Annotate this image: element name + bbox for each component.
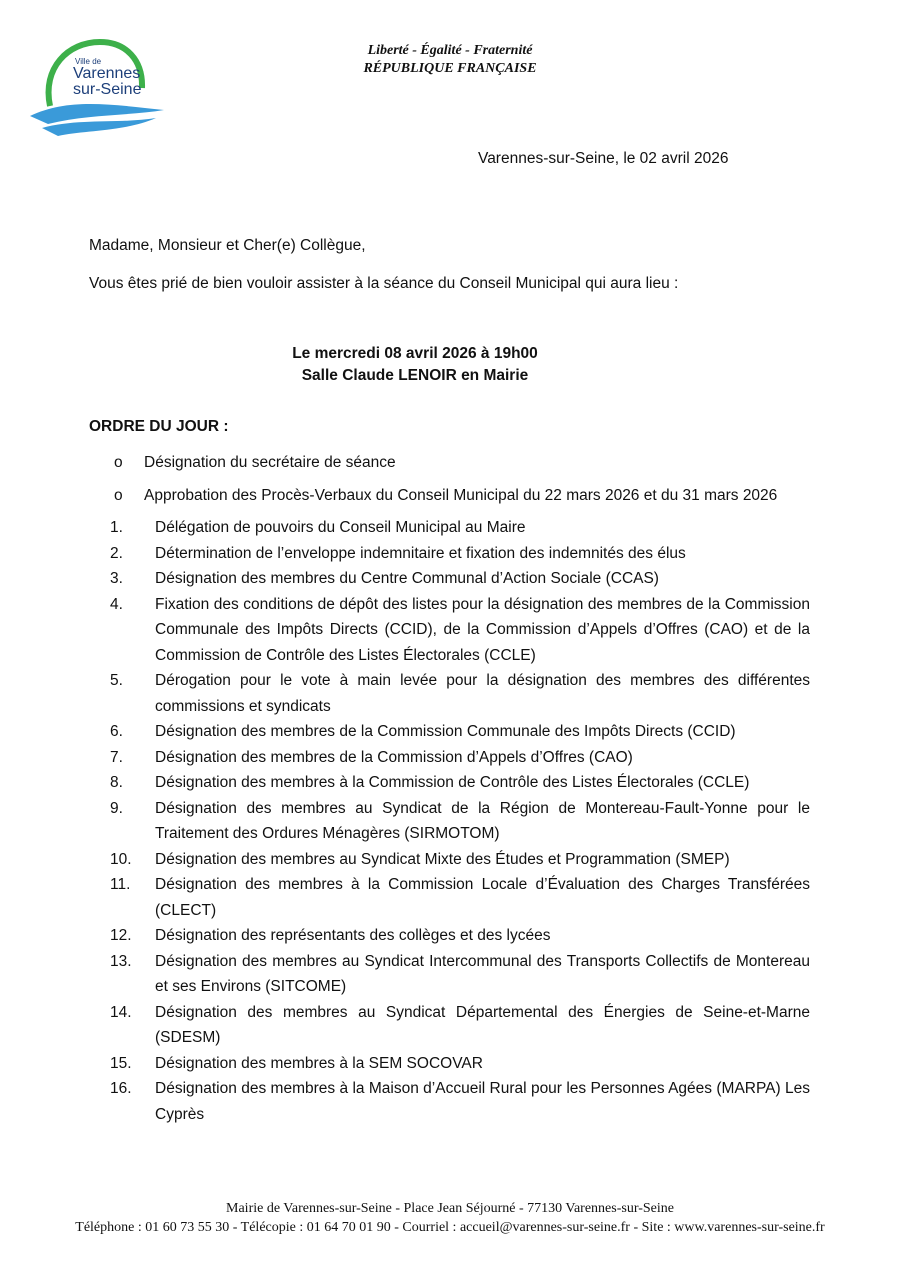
agenda-item (110, 541, 810, 567)
agenda-item-number: 15. (110, 1054, 132, 1072)
agenda-item-text: Désignation des membres à la SEM SOCOVAR (155, 1054, 483, 1072)
agenda-item-number: 4. (110, 595, 123, 613)
letter-date: Varennes-sur-Seine, le 02 avril 2026 (478, 150, 729, 167)
greeting: Madame, Monsieur et Cher(e) Collègue, (89, 237, 366, 254)
agenda-item-text: Désignation des membres au Syndicat Mixte des Études et Programmation (SMEP) (155, 850, 730, 868)
bullet-text: Désignation du secrétaire de séance (144, 454, 396, 471)
agenda-item (110, 872, 810, 923)
agenda-item-text: Désignation des membres au Syndicat Intercommunal des Transports Collectifs de Montereau et ses Environs (SITCOME) (155, 952, 810, 995)
motto-line2: RÉPUBLIQUE FRANÇAISE (363, 61, 537, 76)
meeting-info (200, 343, 630, 387)
list-item (110, 452, 820, 474)
agenda-item-number: 12. (110, 927, 132, 944)
agenda-item-number: 14. (110, 1003, 132, 1021)
agenda-item-number: 13. (110, 952, 132, 970)
agenda-item-number: 10. (110, 850, 132, 868)
preliminary-list (110, 452, 820, 518)
agenda-item-number: 5. (110, 672, 123, 689)
logo-line2: sur-Seine (73, 81, 142, 98)
agenda-item (110, 770, 810, 796)
agenda-item-text: Détermination de l’enveloppe indemnitaire et fixation des indemnités des élus (155, 544, 686, 562)
agenda-item (110, 745, 810, 771)
agenda-item (110, 949, 810, 1000)
agenda-item-number: 3. (110, 570, 123, 587)
agenda-item-number: 7. (110, 748, 123, 766)
agenda-item-number: 16. (110, 1080, 132, 1097)
agenda-item-number: 8. (110, 774, 123, 791)
republic-motto (300, 42, 600, 78)
agenda-item (110, 719, 810, 745)
agenda-item (110, 515, 810, 541)
bullet-mark: o (114, 487, 123, 504)
list-item (110, 485, 820, 507)
agenda-item-text: Désignation des membres au Syndicat Départemental des Énergies de Seine-et-Marne (SDESM) (155, 1003, 810, 1046)
agenda-item-text: Désignation des membres du Centre Communal d’Action Sociale (CCAS) (155, 570, 659, 587)
agenda-item-text: Dérogation pour le vote à main levée pour la désignation des membres des différentes commissions et syndicats (155, 672, 810, 715)
agenda-item-number: 11. (110, 876, 131, 893)
logo-line1: Varennes (73, 65, 141, 82)
agenda-item-number: 1. (110, 519, 123, 536)
agenda-title: ORDRE DU JOUR : (89, 418, 229, 435)
meeting-when: Le mercredi 08 avril 2026 à 19h00 (292, 345, 538, 362)
agenda-item (110, 566, 810, 592)
agenda-item-text: Désignation des membres de la Commission Communale des Impôts Directs (CCID) (155, 723, 736, 740)
logo-small-text: Ville de (75, 57, 102, 66)
town-logo (28, 38, 168, 148)
footer-address: Mairie de Varennes-sur-Seine - Place Jean Séjourné - 77130 Varennes-sur-Seine (226, 1201, 674, 1216)
agenda-item (110, 668, 810, 719)
agenda-item (110, 1076, 810, 1127)
bullet-text: Approbation des Procès-Verbaux du Conseil Municipal du 22 mars 2026 et du 31 mars 2026 (144, 487, 778, 504)
intro-text: Vous êtes prié de bien vouloir assister à la séance du Conseil Municipal qui aura lieu : (89, 275, 679, 292)
agenda-item-text: Désignation des membres à la Maison d’Accueil Rural pour les Personnes Agées (MARPA) Les Cyprès (155, 1080, 810, 1123)
agenda-item-text: Désignation des membres à la Commission Locale d’Évaluation des Charges Transférées (CLECT) (155, 876, 810, 919)
footer-contact: Téléphone : 01 60 73 55 30 - Télécopie : 01 64 70 01 90 - Courriel : accueil@varennes-sur-seine.fr - Site : www.varennes-sur-seine.fr (75, 1220, 825, 1235)
agenda-item (110, 1051, 810, 1077)
agenda-item-text: Fixation des conditions de dépôt des listes pour la désignation des membres de la Commission Communale des Impôts Directs (CCID), de la Commission d’Appels d’Offres (CAO) et de la Commission de Contrôle des Listes Électorales (CCLE) (155, 595, 810, 664)
agenda-item (110, 592, 810, 669)
agenda-item-text: Délégation de pouvoirs du Conseil Municipal au Maire (155, 519, 526, 536)
agenda-item (110, 923, 810, 949)
agenda-item-text: Désignation des membres à la Commission de Contrôle des Listes Électorales (CCLE) (155, 774, 750, 791)
agenda-item-text: Désignation des représentants des collèges et des lycées (155, 927, 551, 944)
agenda-item (110, 796, 810, 847)
bullet-mark: o (114, 454, 123, 471)
motto-line1: Liberté - Égalité - Fraternité (367, 43, 533, 58)
agenda-item-number: 9. (110, 799, 123, 817)
agenda-item-number: 6. (110, 723, 123, 740)
footer (0, 1199, 900, 1237)
agenda-list (110, 515, 810, 1127)
agenda-item-number: 2. (110, 544, 123, 562)
agenda-item-text: Désignation des membres de la Commission d’Appels d’Offres (CAO) (155, 748, 633, 766)
meeting-where: Salle Claude LENOIR en Mairie (301, 367, 529, 384)
agenda-item-text: Désignation des membres au Syndicat de la Région de Montereau-Fault-Yonne pour le Traitement des Ordures Ménagères (SIRMOTOM) (155, 799, 810, 842)
agenda-item (110, 847, 810, 873)
agenda-item (110, 1000, 810, 1051)
